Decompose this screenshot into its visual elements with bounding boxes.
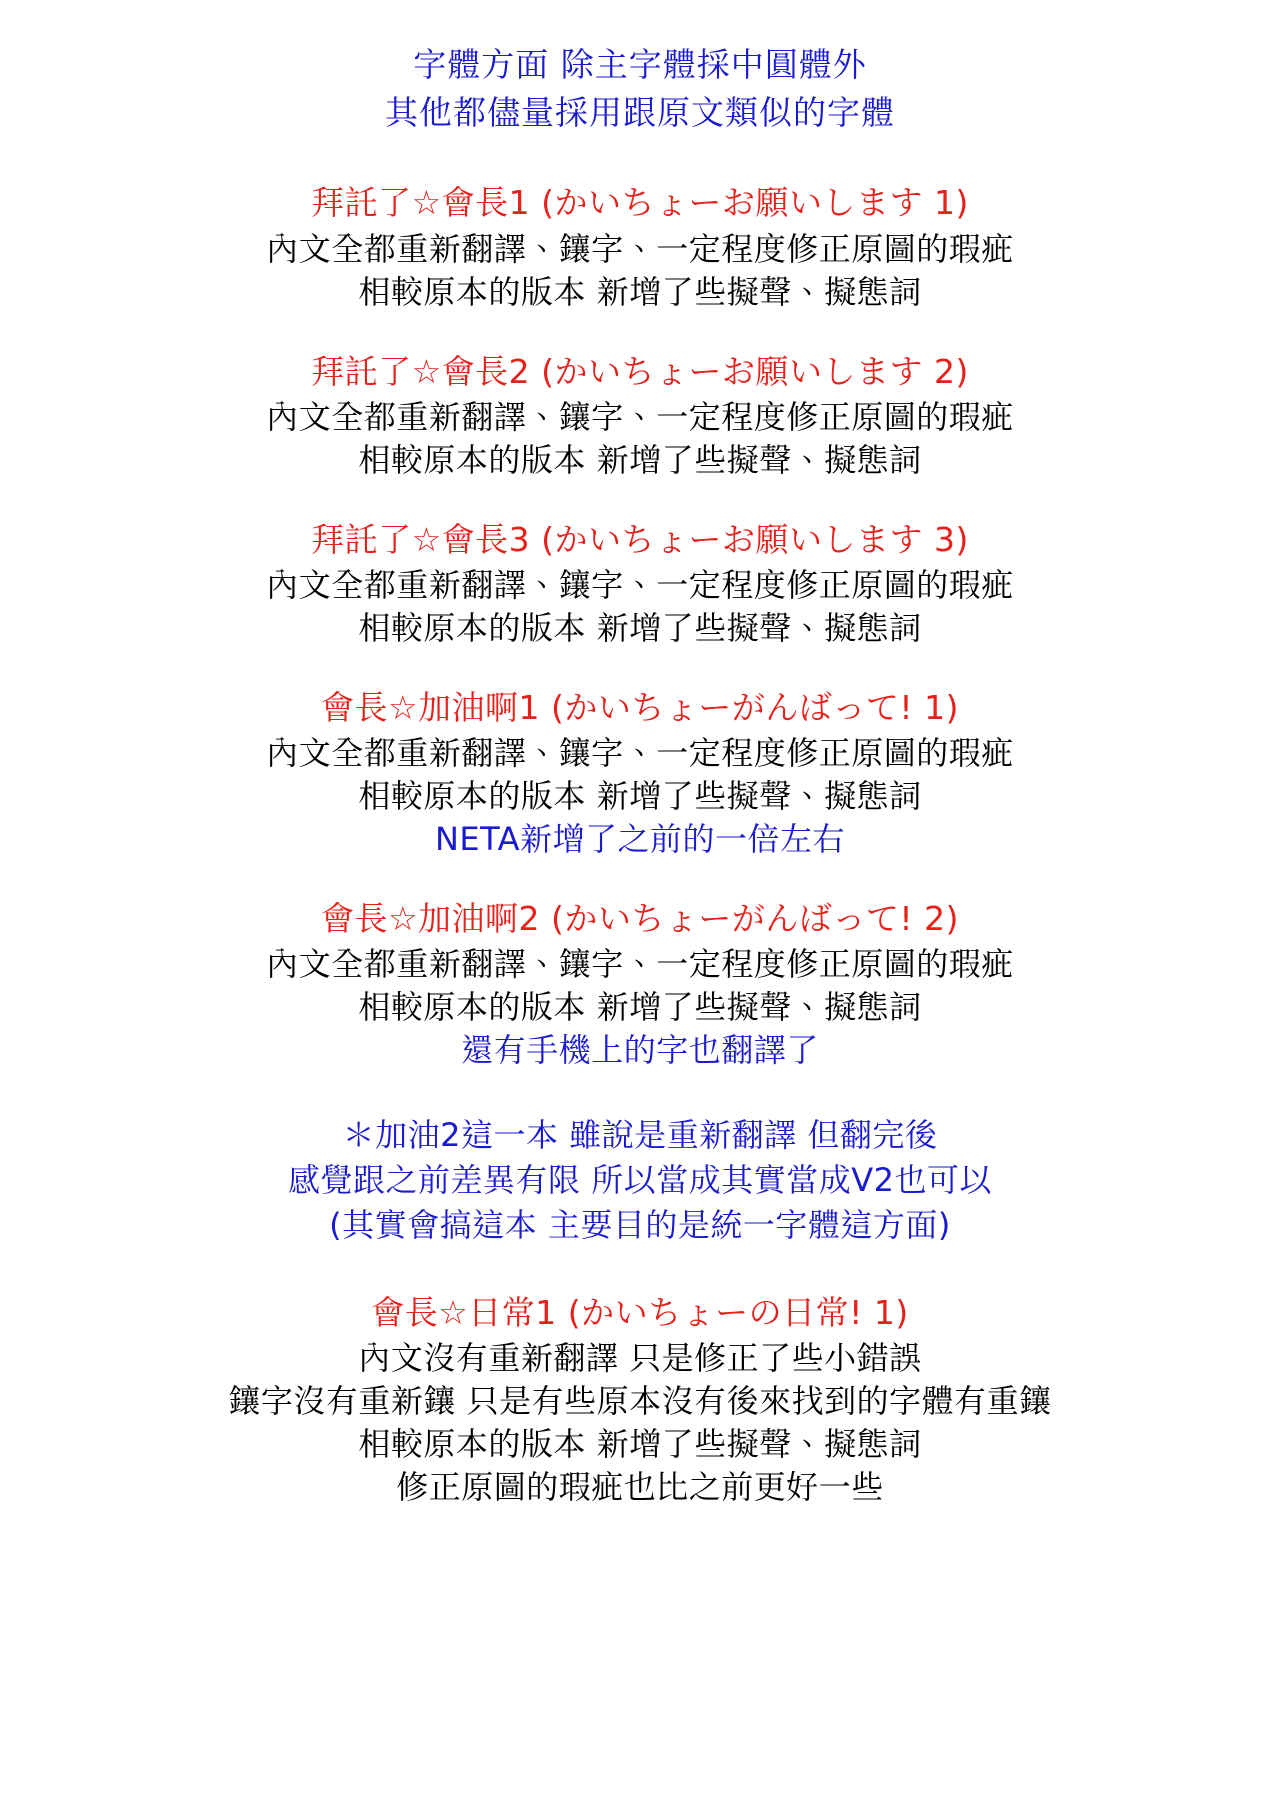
section-title: 拜託了☆會長1 (かいちょーお願いします 1): [311, 183, 969, 223]
remark-line: (其實會搞這本 主要目的是統一字體這方面): [329, 1205, 951, 1244]
section-desc-line: 相較原本的版本 新增了些擬聲、擬態詞: [358, 777, 922, 816]
section-kaicho-onegai-3: [70, 519, 1210, 651]
section-title: 會長☆加油啊2 (かいちょーがんばって! 2): [320, 898, 960, 938]
section-note-line: 還有手機上的字也翻譯了: [461, 1031, 819, 1070]
intro-line: 其他都儘量採用跟原文類似的字體: [385, 93, 895, 133]
section-kaicho-onegai-1: [70, 182, 1210, 314]
section-title: 拜託了☆會長3 (かいちょーお願いします 3): [311, 519, 969, 559]
section-desc-line: 內文全都重新翻譯、鑲字、一定程度修正原圖的瑕疵: [266, 565, 1014, 604]
section-desc-line: 內文全都重新翻譯、鑲字、一定程度修正原圖的瑕疵: [266, 397, 1014, 436]
section-desc-line: 鑲字沒有重新鑲 只是有些原本沒有後來找到的字體有重鑲: [228, 1382, 1052, 1421]
section-title: 拜託了☆會長2 (かいちょーお願いします 2): [311, 351, 969, 391]
section-title: 會長☆加油啊1 (かいちょーがんばって! 1): [320, 687, 960, 727]
section-desc-line: 內文全都重新翻譯、鑲字、一定程度修正原圖的瑕疵: [266, 945, 1014, 984]
section-kaicho-ganbatte-1: [70, 687, 1210, 862]
remark-line: ＊加油2這一本 雖說是重新翻譯 但翻完後: [342, 1116, 938, 1155]
section-desc-line: 內文全都重新翻譯、鑲字、一定程度修正原圖的瑕疵: [266, 734, 1014, 773]
remark-block: [288, 1115, 992, 1250]
section-kaicho-nichijou-1: [70, 1292, 1210, 1510]
section-kaicho-onegai-2: [70, 351, 1210, 483]
section-kaicho-ganbatte-2: [70, 898, 1210, 1073]
section-desc-line: 內文全都重新翻譯、鑲字、一定程度修正原圖的瑕疵: [266, 229, 1014, 268]
intro-line: 字體方面 除主字體採中圓體外: [413, 45, 867, 84]
section-desc-line: 相較原本的版本 新增了些擬聲、擬態詞: [358, 988, 922, 1027]
section-desc-line: 相較原本的版本 新增了些擬聲、擬態詞: [358, 272, 922, 311]
section-desc-line: 相較原本的版本 新增了些擬聲、擬態詞: [358, 1425, 922, 1464]
section-desc-line: 相較原本的版本 新增了些擬聲、擬態詞: [358, 608, 922, 647]
intro-block: [385, 44, 895, 140]
section-desc-line: 修正原圖的瑕疵也比之前更好一些: [396, 1468, 884, 1507]
section-desc-line: 內文沒有重新翻譯 只是修正了些小錯誤: [358, 1339, 922, 1378]
remark-line: 感覺跟之前差異有限 所以當成其實當成V2也可以: [288, 1161, 992, 1200]
section-title: 會長☆日常1 (かいちょーの日常! 1): [371, 1292, 909, 1332]
section-desc-line: 相較原本的版本 新增了些擬聲、擬態詞: [358, 440, 922, 479]
section-note-line: NETA新增了之前的一倍左右: [434, 820, 846, 859]
